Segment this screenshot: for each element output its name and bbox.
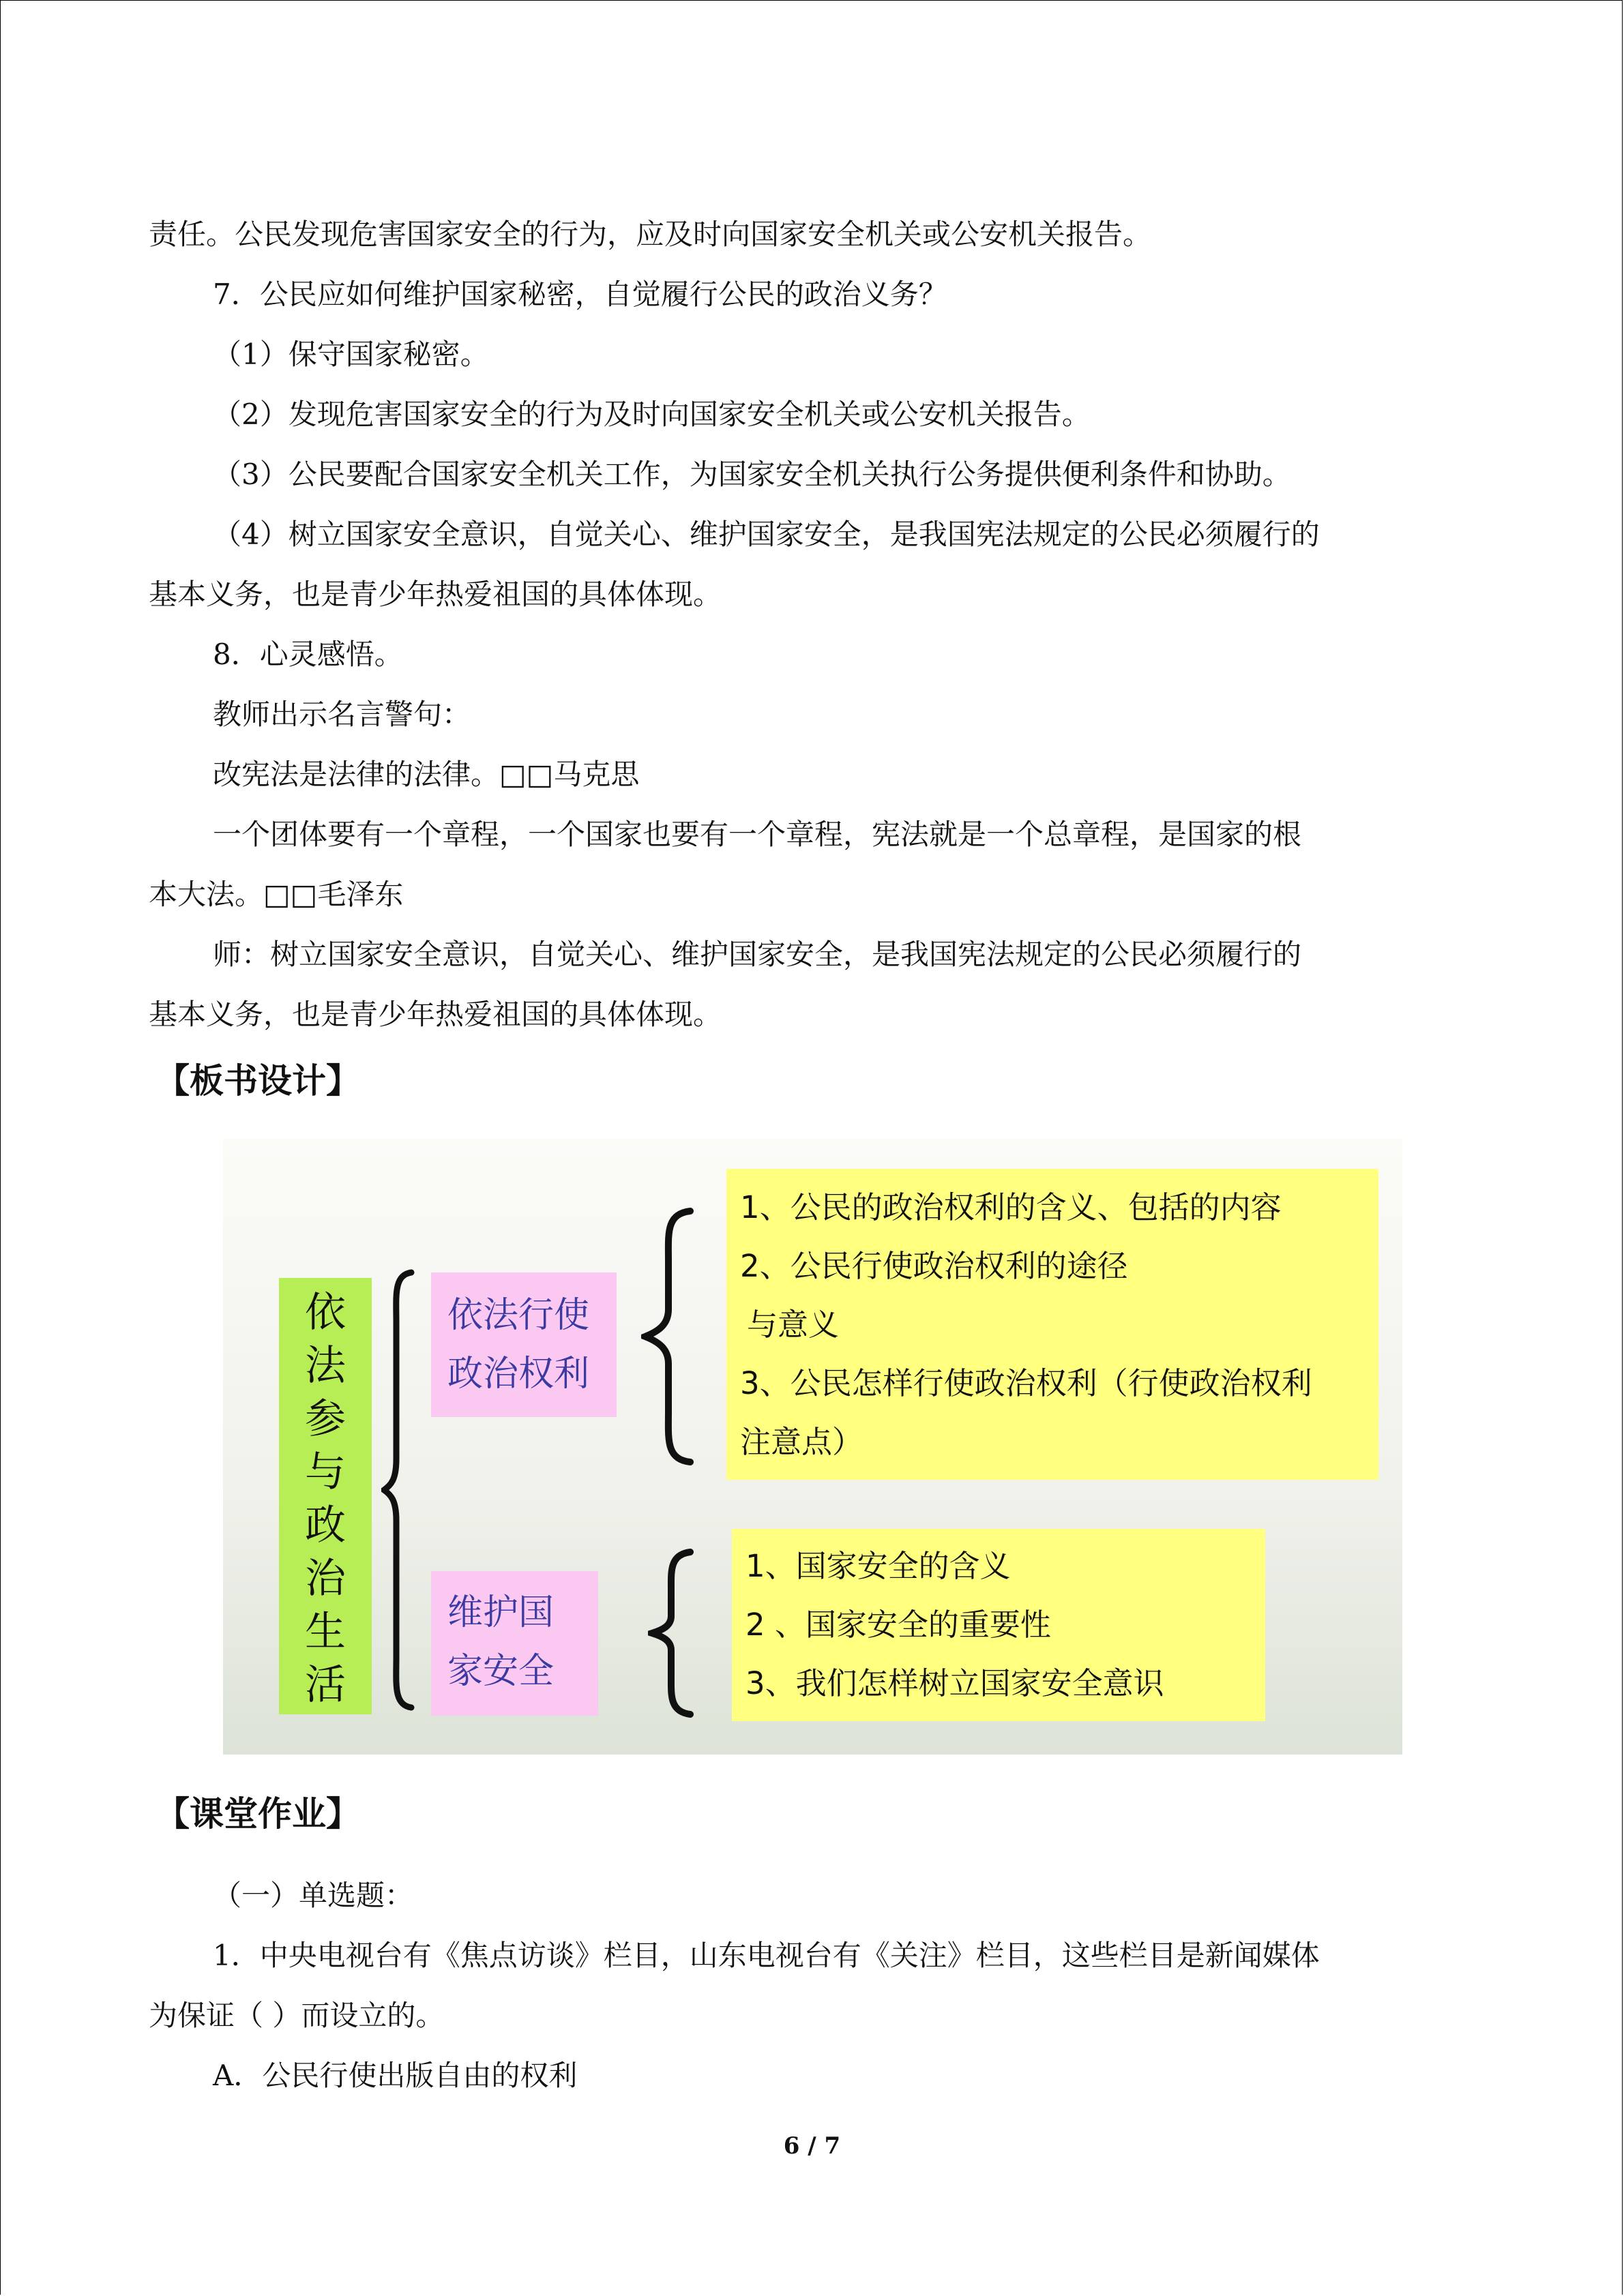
question-7: 7．公民应如何维护国家秘密，自觉履行公民的政治义务？	[213, 278, 947, 311]
answer-item-4: （4）树立国家安全意识，自觉关心、维护国家安全，是我国宪法规定的公民必须履行的	[213, 518, 1320, 551]
heading-classwork: 【课堂作业】	[156, 1794, 360, 1834]
list-item: 1、国家安全的含义	[745, 1548, 1011, 1584]
answer-item-3: （3）公民要配合国家安全机关工作，为国家安全机关执行公务提供便利条件和协助。	[213, 458, 1291, 491]
list-item: 3、公民怎样行使政治权利（行使政治权利	[740, 1365, 1312, 1401]
list-item: 注意点）	[740, 1424, 863, 1460]
teacher-quote-intro: 教师出示名言警句：	[213, 698, 471, 731]
question-1: 1．中央电视台有《焦点访谈》栏目，山东电视台有《关注》栏目，这些栏目是新闻媒体	[213, 1939, 1320, 1972]
option-a: A．公民行使出版自由的权利	[213, 2059, 578, 2092]
branch-political-rights: 依法行使 政治权利	[431, 1272, 617, 1417]
quote-marx: 改宪法是法律的法律。□□马克思	[213, 758, 640, 791]
quote-mao: 一个团体要有一个章程，一个国家也要有一个章程，宪法就是一个总章程，是国家的根	[213, 818, 1302, 851]
question-1-cont: 为保证（ ）而设立的。	[149, 1999, 445, 2032]
section-8: 8．心灵感悟。	[213, 638, 403, 671]
teacher-summary: 师：树立国家安全意识，自觉关心、维护国家安全，是我国宪法规定的公民必须履行的	[213, 938, 1302, 971]
page-number: 6 / 7	[783, 2132, 841, 2160]
branch1-brace-icon	[641, 1207, 696, 1466]
list-item: 2 、国家安全的重要性	[745, 1607, 1051, 1643]
branch1-items	[726, 1169, 1378, 1480]
heading-board-design: 【板书设计】	[156, 1061, 360, 1101]
main-brace-icon	[381, 1268, 415, 1712]
answer-item-4-cont: 基本义务，也是青少年热爱祖国的具体体现。	[149, 578, 722, 611]
classwork-section-single-choice: （一）单选题：	[213, 1879, 414, 1912]
answer-item-2: （2）发现危害国家安全的行为及时向国家安全机关或公安机关报告。	[213, 398, 1091, 431]
body-line: 责任。公民发现危害国家安全的行为，应及时向国家安全机关或公安机关报告。	[149, 218, 1152, 251]
branch-national-security: 维护国 家安全	[431, 1571, 598, 1716]
list-item: 3、我们怎样树立国家安全意识	[745, 1665, 1164, 1701]
list-item: 1、公民的政治权利的含义、包括的内容	[740, 1189, 1282, 1225]
board-main-title: 依 法 参 与 政 治 生 活	[279, 1278, 372, 1714]
branch2-brace-icon	[648, 1548, 696, 1718]
answer-item-1: （1）保守国家秘密。	[213, 338, 489, 371]
board-design-figure	[223, 1139, 1402, 1755]
list-item: 2、公民行使政治权利的途径	[740, 1248, 1128, 1284]
teacher-summary-cont: 基本义务，也是青少年热爱祖国的具体体现。	[149, 998, 722, 1031]
quote-mao-cont: 本大法。□□毛泽东	[149, 878, 404, 911]
branch2-items	[732, 1529, 1265, 1721]
list-item: 与意义	[747, 1307, 840, 1343]
